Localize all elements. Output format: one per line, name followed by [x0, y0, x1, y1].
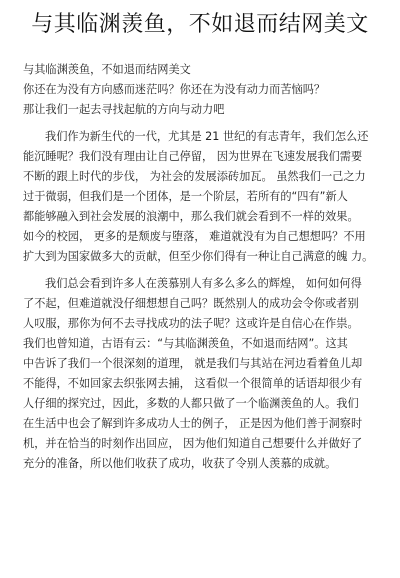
paragraph-2-line: 在生活中也会了解到许多成功人士的例子， 正是因为他们善于洞察时: [23, 417, 363, 430]
paragraph-2-line: 我们也曾知道，古语有云：“与其临渊羡鱼，不如退而结网”。这其: [23, 337, 348, 350]
paragraph-1-line: 扩大到为国家做多大的贡献，但至少你们得有一种让自己满意的魄 力。: [23, 250, 374, 263]
intro-line: 与其临渊羡鱼，不如退而结网美文: [23, 63, 191, 76]
paragraph-2-line: 中告诉了我们一个很深刻的道理， 就是我们与其站在河边看着鱼儿却: [23, 357, 363, 370]
paragraph-2-line: 充分的准备，所以他们收获了成功，收获了令别人羡慕的成就。: [23, 457, 337, 470]
intro-line: 那让我们一起去寻找起航的方向与动力吧: [23, 103, 225, 116]
paragraph-1-line: 过于微弱，但我们是一个团体，是一个阶层，若所有的“四有”新人: [23, 190, 348, 203]
paragraph-1-line: 不断的跟上时代的步伐， 为社会的发展添砖加瓦。 虽然我们一己之力: [23, 170, 366, 183]
document-title: 与其临渊羡鱼，不如退而结网美文: [31, 12, 369, 37]
paragraph-1-line: 如今的校园， 更多的是颓废与堕落， 难道就没有为自己想想吗？不用: [23, 230, 366, 243]
paragraph-1-line: 能沉睡呢？我们没有理由让自己停留， 因为世界在飞速发展我们需要: [23, 150, 363, 163]
paragraph-1-line: 都能够融入到社会发展的浪潮中，那么我们就会看到不一样的效果。: [23, 210, 359, 223]
paragraph-gap: [23, 120, 383, 127]
paragraph-2-line: 不能得，不如回家去织张网去捕， 这看似一个很简单的话语却很少有: [23, 377, 363, 390]
paragraph-2-line: 机，并在恰当的时刻作出回应， 因为他们知道自己想要什么并做好了: [23, 437, 363, 450]
document-body: [23, 60, 383, 474]
paragraph-1-line: 我们作为新生代的一代，尤其是 21 世纪的有志青年，我们怎么还: [45, 130, 369, 143]
paragraph-2-line: 我们总会看到许多人在羡慕别人有多么多么的辉煌， 如何如何得: [45, 277, 362, 290]
intro-line: 你还在为没有方向感而迷茫吗？你还在为没有动力而苦恼吗？: [23, 83, 326, 96]
paragraph-gap: [23, 267, 383, 274]
paragraph-2-line: 了不起，但难道就没仔细想想自己吗？既然别人的成功会令你或者别: [23, 297, 359, 310]
paragraph-2-line: 人仔细的探究过，因此，多数的人都只做了一个临渊羡鱼的人。我们: [23, 397, 359, 410]
paragraph-2-line: 人叹服，那你为何不去寻找成功的法子呢？这或许是自信心在作祟。: [23, 317, 359, 330]
